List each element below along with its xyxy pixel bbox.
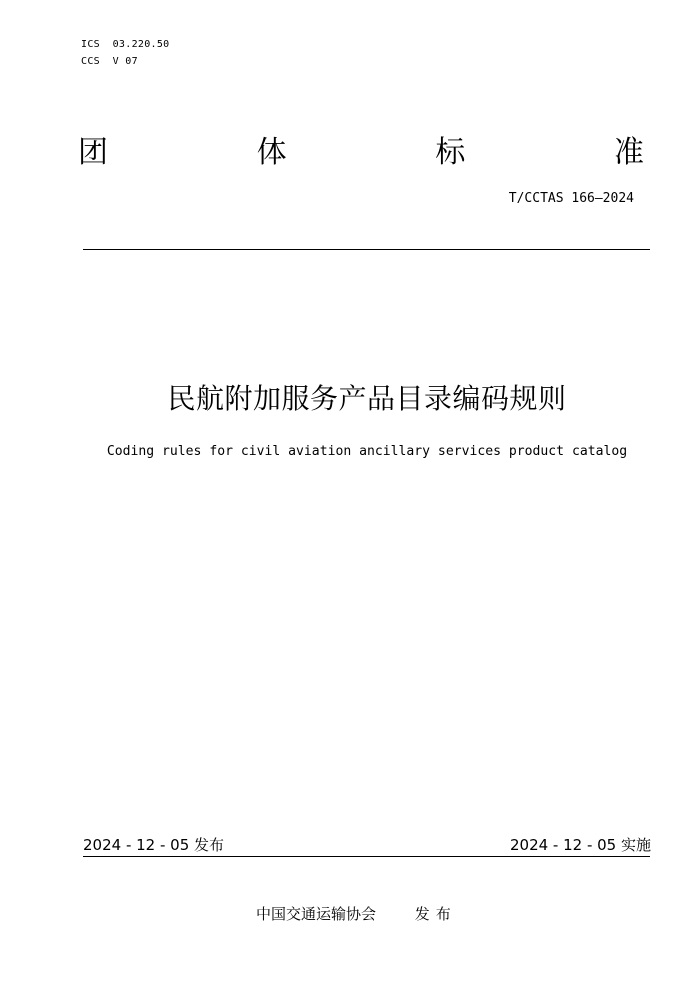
standard-type-char: 标 xyxy=(435,135,466,170)
classification-codes xyxy=(81,36,170,70)
standard-type-char: 体 xyxy=(256,135,287,170)
publish-label: 发布 xyxy=(414,905,457,923)
top-divider xyxy=(83,249,650,250)
standard-type-char: 团 xyxy=(78,135,108,170)
ics-code: ICS 03.220.50 xyxy=(81,39,170,50)
implementation-date: 2024 - 12 - 05 实施 xyxy=(509,836,651,854)
standard-type-char: 准 xyxy=(613,135,644,170)
bottom-divider xyxy=(83,856,650,857)
english-title: Coding rules for civil aviation ancillary services product catalog xyxy=(106,444,628,459)
publisher-line xyxy=(256,904,457,924)
ccs-code: CCS V 07 xyxy=(81,56,138,67)
issue-date: 2024 - 12 - 05 发布 xyxy=(83,836,225,854)
standard-number: T/CCTAS 166—2024 xyxy=(508,191,634,206)
standard-type-heading xyxy=(78,134,644,172)
chinese-title: 民航附加服务产品目录编码规则 xyxy=(167,382,567,415)
publisher-organization: 中国交通运输协会 xyxy=(256,905,377,923)
